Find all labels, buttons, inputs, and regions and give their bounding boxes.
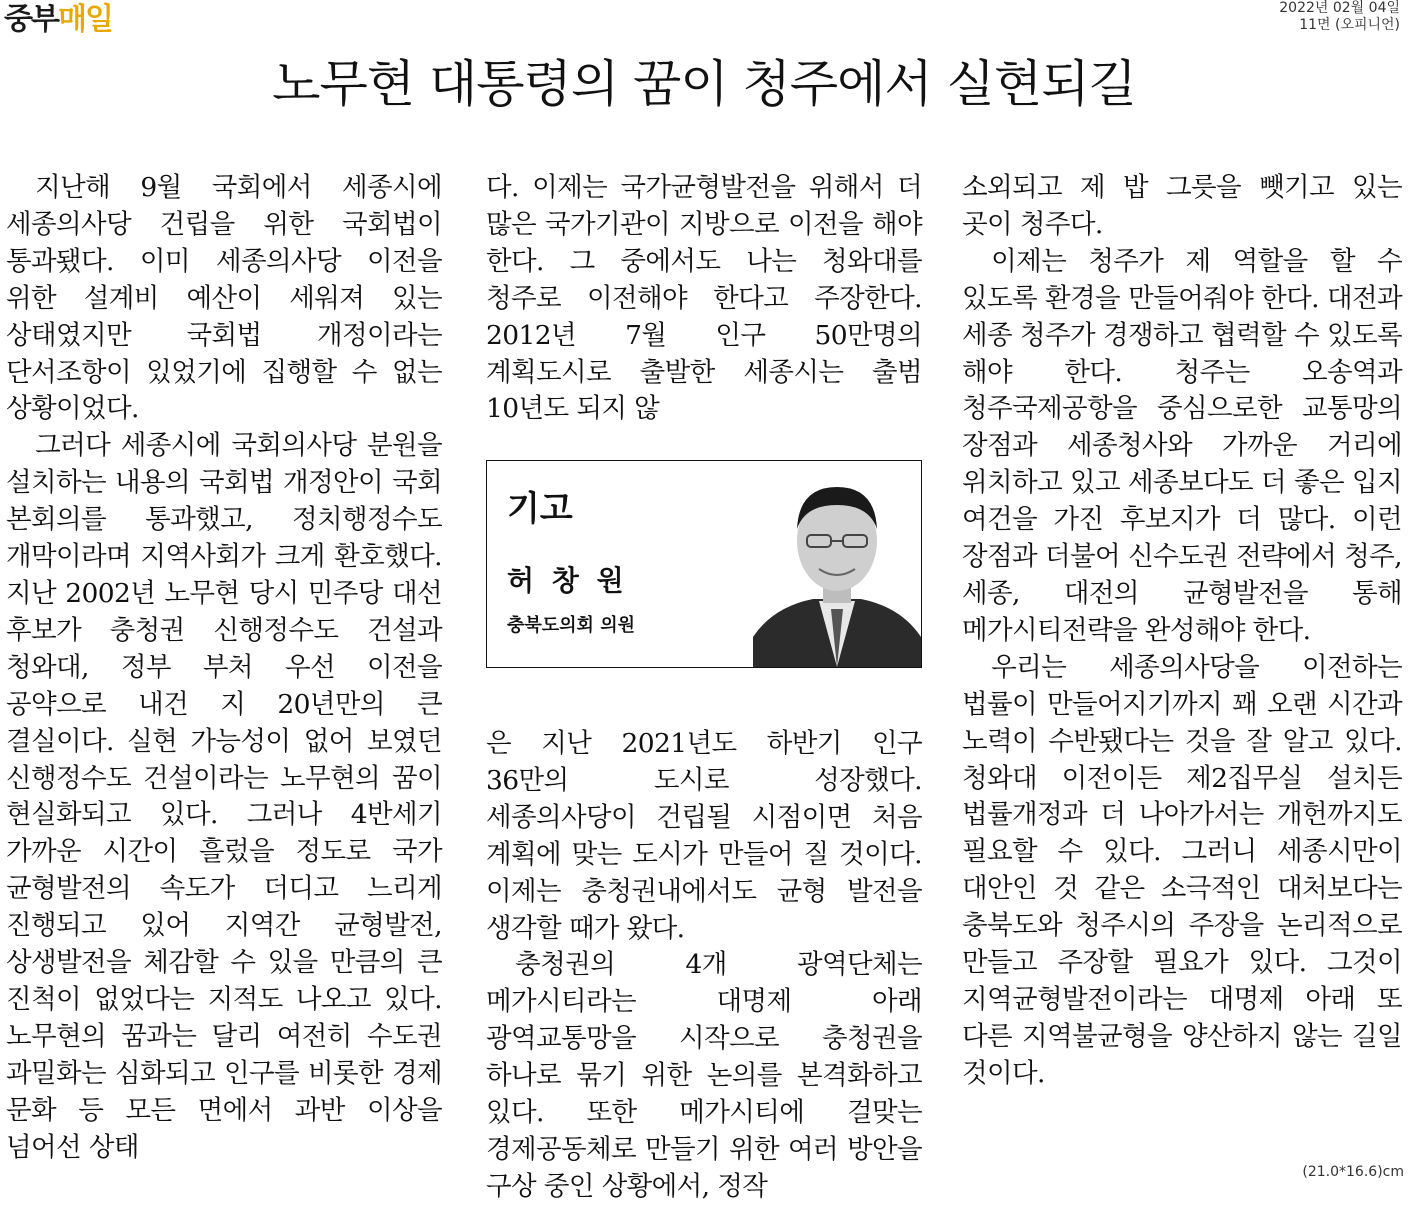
article-kind: 기고 — [507, 489, 573, 529]
paragraph: 충청권의 4개 광역단체는 메가시티라는 대명제 아래 광역교통망을 시작으로 충청권을 하나로 묶기 위한 논의를 본격화하고 있다. 또한 메가시티에 걸맞는 경제공동체로 만들기 위한 여러 방안을 구상 중인 상황에서, 정작 — [486, 949, 922, 1202]
issue-date: 2022년 02월 04일 — [1279, 0, 1400, 16]
article-size-note: (21.0*16.6)cm — [1302, 1164, 1404, 1180]
issue-meta — [1279, 0, 1400, 34]
body-column-1 — [6, 170, 442, 1166]
body-column-2-bottom — [486, 726, 922, 1206]
paragraph: 다. 이제는 국가균형발전을 위해서 더 많은 국가기관이 지방으로 이전을 해야 한다. 그 중에서도 나는 청와대를 청주로 이전해야 한다고 주장한다. 2012년 7월 인구 50만명의 계획도시로 출발한 세종시는 출범 10년도 되지 않 — [486, 172, 922, 425]
author-title: 충북도의회 의원 — [507, 615, 635, 636]
byline-box — [486, 460, 922, 668]
paragraph: 지난해 9월 국회에서 세종시에 세종의사당 건립을 위한 국회법이 통과됐다. 이미 세종의사당 이전을 위한 설계비 예산이 세워져 있는 상태였지만 국회법 개정이라는 단서조항이 있었기에 집행할 수 없는 상황이었다. — [6, 172, 442, 425]
paragraph: 이제는 청주가 제 역할을 할 수 있도록 환경을 만들어줘야 한다. 대전과 세종 청주가 경쟁하고 협력할 수 있도록 해야 한다. 청주는 오송역과 청주국제공항을 중심으로한 교통망의 장점과 세종청사와 가까운 거리에 위치하고 있고 세종보다도 더 좋은 입지 여건을 가진 후보지가 더 많다. 이런 장점과 더불어 신수도권 전략에서 청주, 세종, 대전의 균형발전을 통해 메가시티전략을 완성해야 한다. — [962, 245, 1402, 646]
paragraph: 우리는 세종의사당을 이전하는 법률이 만들어지기까지 꽤 오랜 시간과 노력이 수반됐다는 것을 잘 알고 있다. 청와대 이전이든 제2집무실 설치든 법률개정과 더 나아가서는 개헌까지도 필요할 수 있다. 그러니 세종시만이 대안인 것 같은 소극적인 대처보다는 충북도와 청주시의 주장을 논리적으로 만들고 주장할 필요가 있다. 그것이 지역균형발전이라는 대명제 아래 또 다른 지역불균형을 양산하지 않는 길일 것이다. — [962, 651, 1402, 1089]
paragraph: 소외되고 제 밥 그릇을 뺏기고 있는 곳이 청주다. — [962, 172, 1402, 240]
paragraph: 은 지난 2021년도 하반기 인구 36만의 도시로 성장했다. 세종의사당이 건립될 시점이면 처음 계획에 맞는 도시가 만들어 질 것이다. 이제는 충청권내에서도 균형 발전을 생각할 때가 왔다. — [486, 728, 922, 944]
author-name: 허 창 원 — [507, 564, 628, 597]
author-photo — [753, 469, 921, 667]
body-column-2-top — [486, 170, 922, 428]
paragraph: 그러다 세종시에 국회의사당 분원을 설치하는 내용의 국회법 개정안이 국회 본회의를 통과했고, 정치행정수도 개막이라며 지역사회가 크게 환호했다. 지난 2002년 노무현 당시 민주당 대선 후보가 충청권 신행정수도 건설과 청와대, 정부 부처 우선 이전을 공약으로 내건 지 20년만의 큰 결실이다. 실현 가능성이 없어 보였던 신행정수도 건설이라는 노무현의 꿈이 현실화되고 있다. 그러나 4반세기 가까운 시간이 흘렀을 정도로 국가 균형발전의 속도가 더디고 느리게 진행되고 있어 지역간 균형발전, 상생발전을 체감할 수 있을 만큼의 큰 진척이 없었다는 지적도 나오고 있다. 노무현의 꿈과는 달리 여전히 수도권 과밀화는 심화되고 인구를 비롯한 경제 문화 등 모든 면에서 과반 이상을 넘어선 상태 — [6, 430, 442, 1163]
body-column-3 — [962, 170, 1402, 1093]
article-headline: 노무현 대통령의 꿈이 청주에서 실현되길 — [272, 55, 1136, 113]
issue-page: 11면 (오피니언) — [1299, 17, 1400, 33]
newspaper-logo: 중부매일 — [4, 2, 112, 37]
